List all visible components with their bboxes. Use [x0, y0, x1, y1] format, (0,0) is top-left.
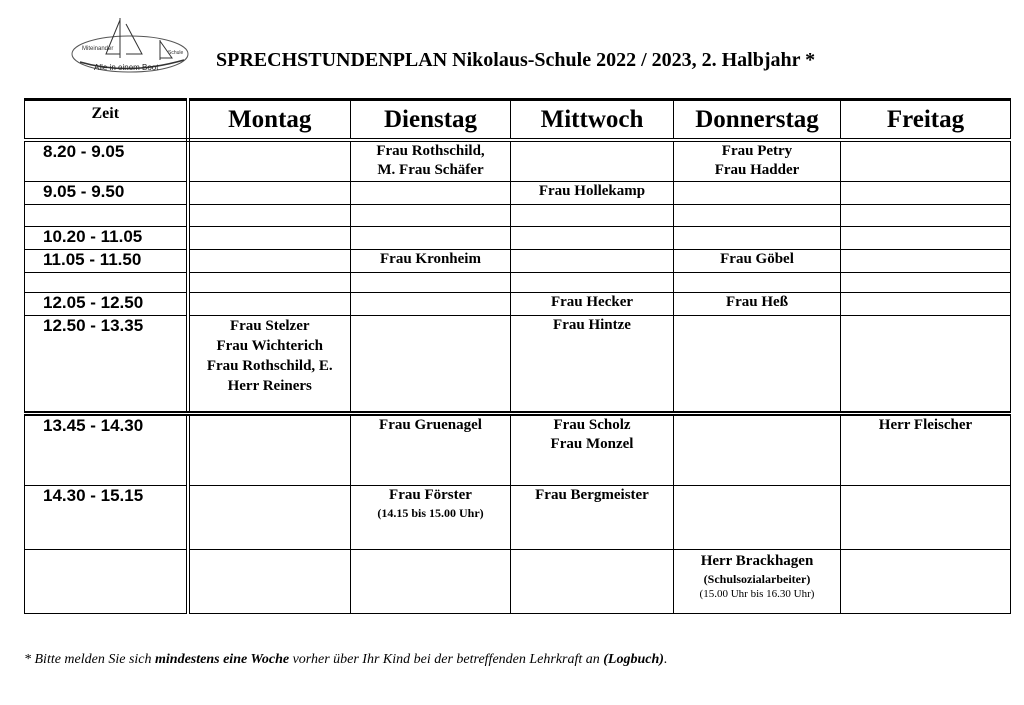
footnote-text: vorher über Ihr Kind bei der betreffenden Lehrkraft an	[289, 652, 604, 667]
cell-mittwoch	[511, 413, 674, 485]
cell-freitag	[841, 315, 1011, 413]
cell-line: Herr Brackhagen	[700, 552, 814, 569]
cell-freitag	[841, 226, 1011, 249]
table-row	[25, 181, 1011, 204]
header-zeit: Zeit	[25, 100, 188, 141]
cell-donnerstag	[674, 204, 841, 226]
svg-text:Schule: Schule	[168, 50, 184, 56]
cell-dienstag	[351, 272, 511, 292]
cell-line: Frau Förster	[389, 486, 472, 503]
cell-dienstag	[351, 181, 511, 204]
time-cell: 10.20 - 11.05	[25, 226, 188, 249]
cell-mittwoch: Frau Bergmeister	[511, 485, 674, 549]
table-row	[25, 140, 1011, 181]
cell-freitag	[841, 181, 1011, 204]
cell-freitag	[841, 204, 1011, 226]
cell-freitag	[841, 549, 1011, 613]
cell-freitag	[841, 485, 1011, 549]
table-row	[25, 413, 1011, 485]
schedule-table	[24, 98, 1011, 614]
cell-dienstag: Frau Kronheim	[351, 249, 511, 272]
footnote-text: * Bitte melden Sie sich	[24, 652, 156, 667]
cell-dienstag	[351, 204, 511, 226]
cell-dienstag	[351, 549, 511, 613]
cell-freitag	[841, 292, 1011, 315]
header-row	[25, 100, 1011, 141]
footnote-emphasis: mindestens eine Woche	[155, 652, 290, 667]
table-row	[25, 549, 1011, 613]
cell-donnerstag	[674, 485, 841, 549]
cell-donnerstag	[674, 413, 841, 485]
cell-montag	[188, 485, 351, 549]
svg-text:Miteinander: Miteinander	[82, 46, 114, 52]
cell-montag	[188, 226, 351, 249]
cell-dienstag	[351, 485, 511, 549]
cell-freitag	[841, 140, 1011, 181]
cell-montag	[188, 204, 351, 226]
time-cell: 11.05 - 11.50	[25, 249, 188, 272]
cell-mittwoch	[511, 549, 674, 613]
cell-note: (14.15 bis 15.00 Uhr)	[377, 505, 484, 520]
cell-montag	[188, 413, 351, 485]
header-donnerstag: Donnerstag	[674, 100, 841, 141]
table-row	[25, 204, 1011, 226]
cell-dienstag	[351, 140, 511, 181]
cell-donnerstag: Frau Heß	[674, 292, 841, 315]
school-logo	[68, 14, 196, 78]
cell-mittwoch	[511, 140, 674, 181]
cell-dienstag	[351, 292, 511, 315]
table-row	[25, 292, 1011, 315]
footnote	[24, 652, 667, 668]
cell-freitag	[841, 272, 1011, 292]
cell-freitag	[841, 249, 1011, 272]
cell-dienstag: Frau Gruenagel	[351, 413, 511, 485]
cell-mittwoch: Frau Hintze	[511, 315, 674, 413]
cell-dienstag	[351, 315, 511, 413]
cell-montag	[188, 549, 351, 613]
time-cell: 12.05 - 12.50	[25, 292, 188, 315]
table-row	[25, 249, 1011, 272]
cell-line: Frau Rothschild, M. Frau Schäfer	[376, 143, 485, 178]
cell-mittwoch	[511, 249, 674, 272]
header-mittwoch: Mittwoch	[511, 100, 674, 141]
header-montag: Montag	[188, 100, 351, 141]
cell-mittwoch: Frau Hecker	[511, 292, 674, 315]
table-row	[25, 272, 1011, 292]
cell-mittwoch: Frau Hollekamp	[511, 181, 674, 204]
logo-caption: Alle in einem Boot	[94, 63, 159, 72]
cell-montag	[188, 292, 351, 315]
cell-donnerstag	[674, 226, 841, 249]
time-cell	[25, 204, 188, 226]
cell-donnerstag: Frau Göbel	[674, 249, 841, 272]
cell-montag	[188, 140, 351, 181]
footnote-emphasis: (Logbuch)	[603, 652, 664, 667]
table-row	[25, 315, 1011, 413]
time-cell: 12.50 - 13.35	[25, 315, 188, 413]
table-row	[25, 485, 1011, 549]
cell-note: (15.00 Uhr bis 16.30 Uhr)	[699, 587, 815, 600]
time-cell: 14.30 - 15.15	[25, 485, 188, 549]
footnote-text: .	[663, 652, 668, 667]
time-cell	[25, 549, 188, 613]
cell-donnerstag	[674, 181, 841, 204]
header-dienstag: Dienstag	[351, 100, 511, 141]
time-cell: 8.20 - 9.05	[25, 140, 188, 181]
header-freitag: Freitag	[841, 100, 1011, 141]
cell-montag	[188, 315, 351, 413]
cell-line: Frau Scholz Frau Monzel	[550, 416, 634, 452]
cell-donnerstag	[674, 272, 841, 292]
cell-montag	[188, 272, 351, 292]
time-cell: 9.05 - 9.50	[25, 181, 188, 204]
cell-donnerstag	[674, 549, 841, 613]
cell-mittwoch	[511, 272, 674, 292]
cell-montag	[188, 181, 351, 204]
page-title: SPRECHSTUNDENPLAN Nikolaus-Schule 2022 / 2023, 2. Halbjahr *	[216, 49, 816, 71]
cell-dienstag	[351, 226, 511, 249]
cell-freitag: Herr Fleischer	[841, 413, 1011, 485]
cell-line: Frau Stelzer Frau Wichterich Frau Rothschild, E. Herr Reiners	[206, 317, 333, 394]
cell-donnerstag	[674, 140, 841, 181]
cell-montag	[188, 249, 351, 272]
cell-mittwoch	[511, 204, 674, 226]
table-row	[25, 226, 1011, 249]
time-cell: 13.45 - 14.30	[25, 413, 188, 485]
cell-donnerstag	[674, 315, 841, 413]
cell-line: Frau Petry Frau Hadder	[714, 143, 800, 178]
time-cell	[25, 272, 188, 292]
cell-note: (Schulsozialarbeiter)	[703, 571, 811, 586]
cell-mittwoch	[511, 226, 674, 249]
